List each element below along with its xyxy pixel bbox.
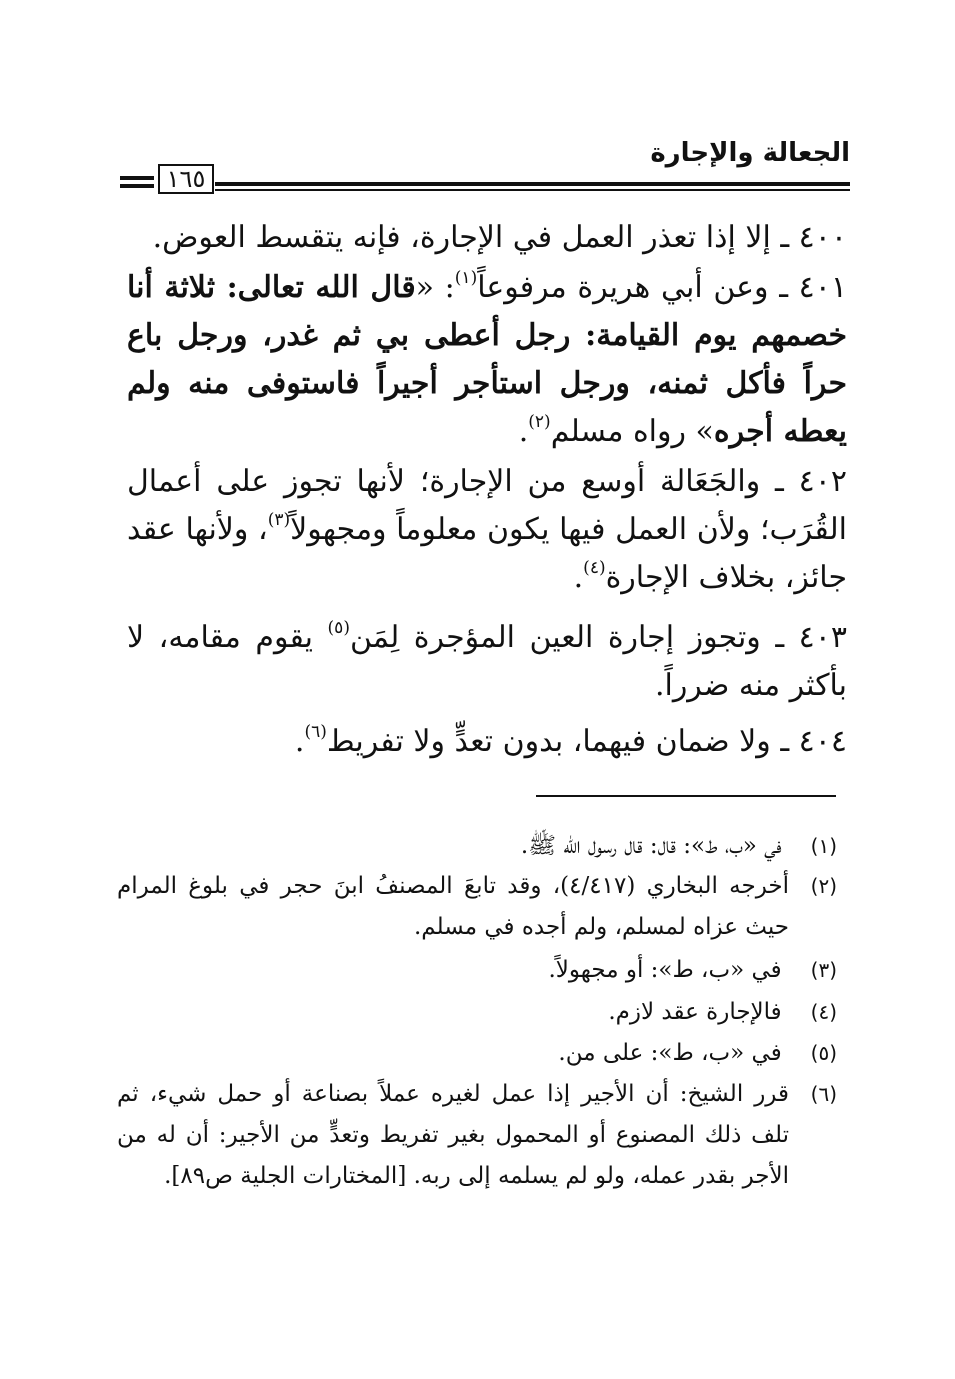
footnote-text: في «ب، ط»: قال: قال رسول الله ﷺ. xyxy=(520,833,782,859)
entry-text: يقوم مقامه، لا بأكثر منه ضرراً. xyxy=(127,620,847,703)
footnote-ref[interactable]: (١) xyxy=(454,268,478,288)
entry-text: وعن أبي هريرة مرفوعاً xyxy=(477,270,769,305)
entry-404: ٤٠٤ ـ ولا ضمان فيهما، بدون تعدٍّ ولا تفريط$^{(٦)}$. xyxy=(294,722,847,759)
entry-text: إلا إذا تعذر العمل في الإجارة، فإنه يتقسط العوض. xyxy=(152,220,771,255)
entry-text: : « xyxy=(415,270,455,305)
hadith-quote: قال الله تعالى: ثلاثة أنا خصمهم يوم القيامة: رجل أعطى بي ثم غدر، ورجل باع حراً فأكل ثمنه، ورجل استأجر أجيراً فاستوفى منه ولم يعطه أجره xyxy=(127,270,847,449)
entry-401: ٤٠١ ـ وعن أبي هريرة مرفوعاً$^{(١)}$: «قال الله تعالى: ثلاثة أنا خصمهم يوم القيامة: رجل أعطى بي ثم غدر، ورجل باع حراً فأكل ثمنه، ورجل استأجر أجيراً فاستوفى منه ولم يعطه أجره» رواه مسلم$^{(٢)}$. xyxy=(127,268,847,449)
entry-punctuation: . xyxy=(294,724,305,759)
footnote-ref[interactable]: (٣) xyxy=(267,510,291,530)
footnote-item xyxy=(117,950,837,991)
footnote-number: (١) xyxy=(810,834,837,858)
footnote-text: فالإجارة عقد لازم. xyxy=(608,999,782,1025)
page-number: ١٦٥ xyxy=(158,164,214,194)
entry-400: ٤٠٠ ـ إلا إذا تعذر العمل في الإجارة، فإنه يتقسط العوض. xyxy=(152,220,847,255)
entry-number: ٤٠٤ xyxy=(798,724,847,759)
entry-text: وتجوز إجارة العين المؤجرة لِمَن xyxy=(349,620,761,655)
entry-number: ٤٠١ xyxy=(798,270,847,305)
entry-text: والجَعَالة أوسع من الإجارة؛ لأنها تجوز على أعمال القُرَب؛ ولأن العمل فيها يكون معلوماً ومجهولاً xyxy=(127,464,847,547)
footnote-number: (٣) xyxy=(810,958,837,982)
entry-number: ٤٠٣ xyxy=(798,620,847,655)
footnote-text: في «ب، ط»: أو مجهولاً. xyxy=(548,957,782,983)
entry-punctuation: . xyxy=(518,414,529,449)
header-rule-thick xyxy=(215,182,850,186)
entry-number: ٤٠٢ xyxy=(798,464,847,499)
footnote-text: أخرجه البخاري (٤/٤١٧)، وقد تابعَ المصنفُ ابنَ حجر في بلوغ المرام حيث عزاه لمسلم، ولم أجده في مسلم. xyxy=(117,873,790,940)
footnote-item xyxy=(117,992,837,1033)
footnote-item xyxy=(117,826,837,867)
entry-text: ، ولأنها عقد جائز، بخلاف الإجارة xyxy=(127,512,847,595)
header-ornament-line xyxy=(120,184,154,188)
footnote-separator xyxy=(536,795,836,797)
footnote-number: (٦) xyxy=(810,1082,837,1106)
header-rule-thin xyxy=(215,189,850,191)
footnote-number: (٥) xyxy=(810,1041,837,1065)
footnote-ref[interactable]: (٢) xyxy=(528,412,551,432)
footnote-item xyxy=(117,1033,837,1074)
entry-402: ٤٠٢ ـ والجَعَالة أوسع من الإجارة؛ لأنها تجوز على أعمال القُرَب؛ ولأن العمل فيها يكون معلوماً ومجهولاً$^{(٣)}$، ولأنها عقد جائز، بخلاف الإجارة$^{(٤)}$. xyxy=(127,464,847,595)
footnote-ref[interactable]: (٦) xyxy=(304,722,327,742)
running-header xyxy=(120,138,850,198)
entry-text: ولا ضمان فيهما، بدون تعدٍّ ولا تفريط xyxy=(326,724,771,759)
header-ornament-line xyxy=(120,176,154,180)
entry-text: » رواه مسلم xyxy=(550,414,714,449)
footnote-number: (٤) xyxy=(810,1000,837,1024)
footnote-item xyxy=(117,866,837,948)
entry-number: ٤٠٠ xyxy=(798,220,847,255)
entry-403: ٤٠٣ ـ وتجوز إجارة العين المؤجرة لِمَن$^{(٥)}$ يقوم مقامه، لا بأكثر منه ضرراً. xyxy=(127,618,847,703)
footnote-number: (٢) xyxy=(810,874,837,898)
footnote-text: قرر الشيخ: أن الأجير إذا عمل لغيره عملاً بصناعة أو حمل شيء، ثم تلف ذلك المصنوع أو المحمول بغير تفريط وتعدٍّ من الأجير: أن له من الأجر بقدر عمله، ولو لم يسلمه إلى ربه. [المختارات الجلية ص٨٩]. xyxy=(117,1081,789,1189)
chapter-title: الجعالة والإجارة xyxy=(650,138,850,168)
footnote-ref[interactable]: (٥) xyxy=(327,618,350,638)
footnote-item xyxy=(117,1074,837,1197)
footnote-ref[interactable]: (٤) xyxy=(583,558,606,578)
entry-punctuation: . xyxy=(573,560,584,595)
footnote-text: في «ب، ط»: على من. xyxy=(558,1040,782,1066)
